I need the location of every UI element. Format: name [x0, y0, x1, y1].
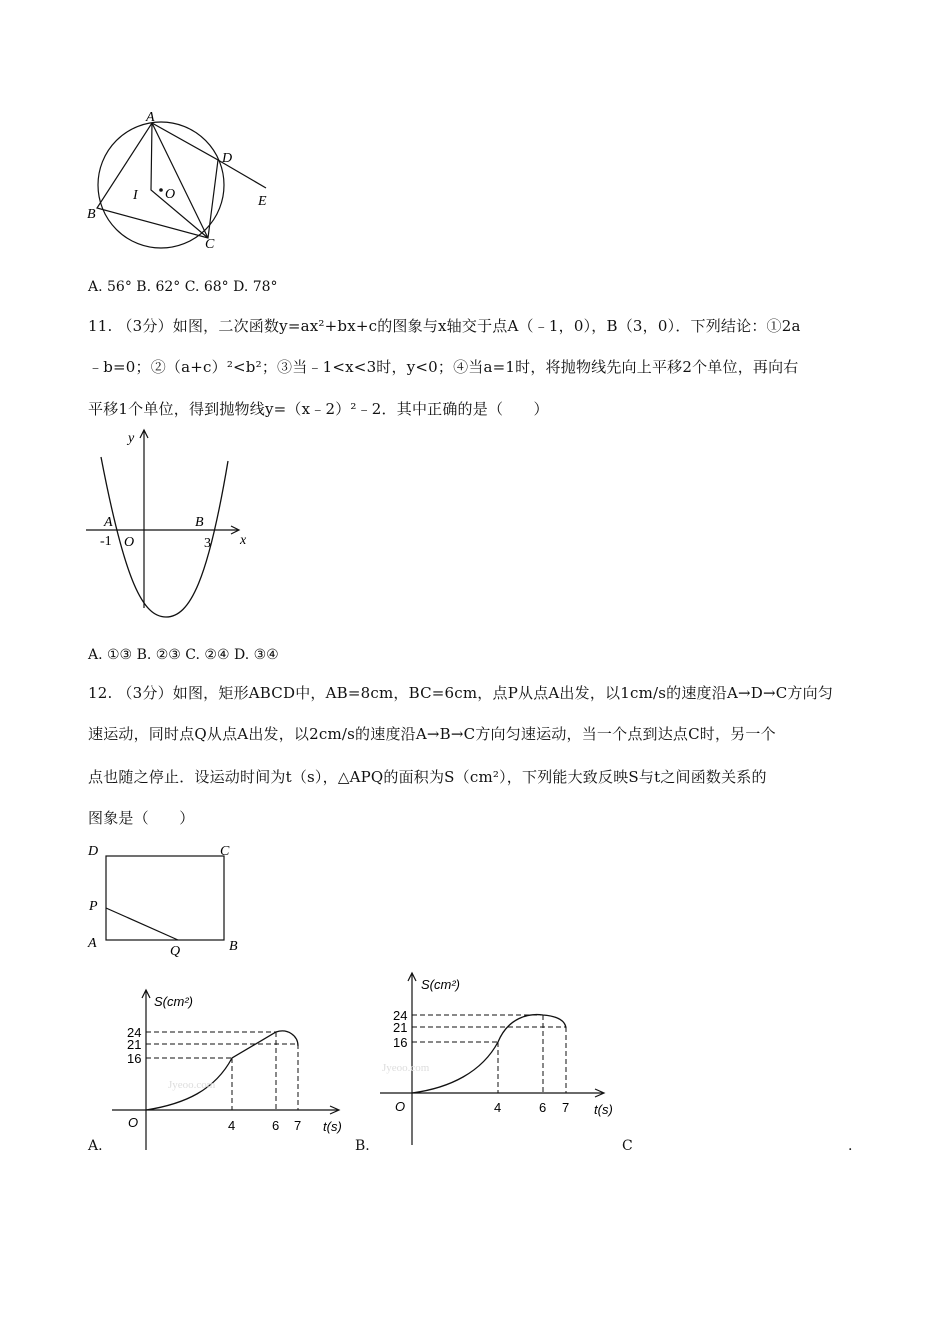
q12-text-line2: 速运动，同时点Q从点A出发，以2cm/s的速度沿A→B→C方向匀速运动，当一个点到达点C时，另一个 — [88, 725, 776, 743]
label-d: D — [222, 151, 233, 166]
watermark: Jyeoo.com — [168, 1079, 216, 1091]
label-a: A — [88, 936, 97, 951]
xlabel: t(s) — [594, 1102, 613, 1117]
tick-21: 21 — [393, 1020, 408, 1035]
q12-option-c: C — [622, 1138, 633, 1154]
label-a: A — [146, 110, 155, 125]
q12-rectangle-figure — [82, 836, 252, 961]
tick-6: 6 — [272, 1118, 280, 1133]
ylabel: S(cm²) — [421, 977, 460, 992]
q12-text-line1: 12. （3分）如图，矩形ABCD中，AB=8cm，BC=6cm，点P从点A出发，以1cm/s的速度沿A→D→C方向匀 — [88, 684, 834, 702]
tick-24: 24 — [393, 1008, 408, 1023]
label-y: y — [128, 431, 135, 446]
q11-parabola-figure — [82, 425, 262, 625]
center-dot — [159, 188, 163, 192]
label-neg1: -1 — [100, 534, 112, 549]
label-d: D — [88, 844, 99, 859]
tick-4: 4 — [494, 1100, 502, 1115]
label-i: I — [133, 188, 138, 203]
q11-text-line3: 平移1个单位，得到抛物线y=（x﹣2）²﹣2．其中正确的是（ ） — [88, 400, 549, 418]
label-b: B — [229, 939, 238, 954]
q10-options: A. 56° B. 62° C. 68° D. 78° — [88, 279, 278, 295]
label-b: B — [87, 207, 96, 222]
label-x: x — [240, 533, 247, 548]
tick-7: 7 — [294, 1118, 302, 1133]
q11-options: A. ①③ B. ②③ C. ②④ D. ③④ — [88, 647, 279, 663]
q12-option-a: A. — [88, 1138, 103, 1154]
line-ac — [152, 123, 208, 238]
q11-text-line2: ﹣b=0；②（a+c）²<b²；③当﹣1<x<3时，y<0；④当a=1时，将抛物线先向上平移2个单位，再向右 — [88, 358, 799, 376]
tick-7: 7 — [562, 1100, 570, 1115]
label-e: E — [258, 194, 267, 209]
tick-21: 21 — [127, 1037, 142, 1052]
origin: O — [395, 1099, 406, 1114]
tick-16: 16 — [127, 1051, 142, 1066]
label-b: B — [195, 515, 204, 530]
segment-pq — [106, 908, 178, 940]
tick-4: 4 — [228, 1118, 236, 1133]
label-q: Q — [170, 944, 181, 959]
label-3: 3 — [204, 536, 211, 551]
label-p: P — [89, 899, 98, 914]
tick-6: 6 — [539, 1100, 547, 1115]
tick-24: 24 — [127, 1025, 142, 1040]
q10-circle-figure — [82, 108, 282, 253]
q12-text-line4: 图象是（ ） — [88, 809, 195, 827]
rect-abcd — [106, 856, 224, 940]
tick-16: 16 — [393, 1035, 408, 1050]
label-c: C — [220, 844, 230, 859]
q11-text-line1: 11. （3分）如图，二次函数y=ax²+bx+c的图象与x轴交于点A（﹣1，0），B（3，0）．下列结论：①2a — [88, 317, 801, 335]
xlabel: t(s) — [323, 1119, 342, 1134]
watermark: Jyeoo.com — [382, 1062, 430, 1074]
label-a: A — [104, 515, 113, 530]
curve-a — [146, 1031, 298, 1110]
q12-option-b: B. — [355, 1138, 370, 1154]
graph-b — [370, 968, 630, 1148]
ylabel: S(cm²) — [154, 994, 193, 1009]
label-c: C — [205, 237, 215, 252]
graph-a — [100, 985, 360, 1155]
q12-text-line3: 点也随之停止．设运动时间为t（s），△APQ的面积为S（cm²），下列能大致反映S与t之间函数关系的 — [88, 768, 767, 786]
origin: O — [128, 1115, 139, 1130]
label-o: O — [124, 535, 135, 550]
q12-option-d: . — [848, 1138, 853, 1154]
label-o: O — [165, 187, 176, 202]
